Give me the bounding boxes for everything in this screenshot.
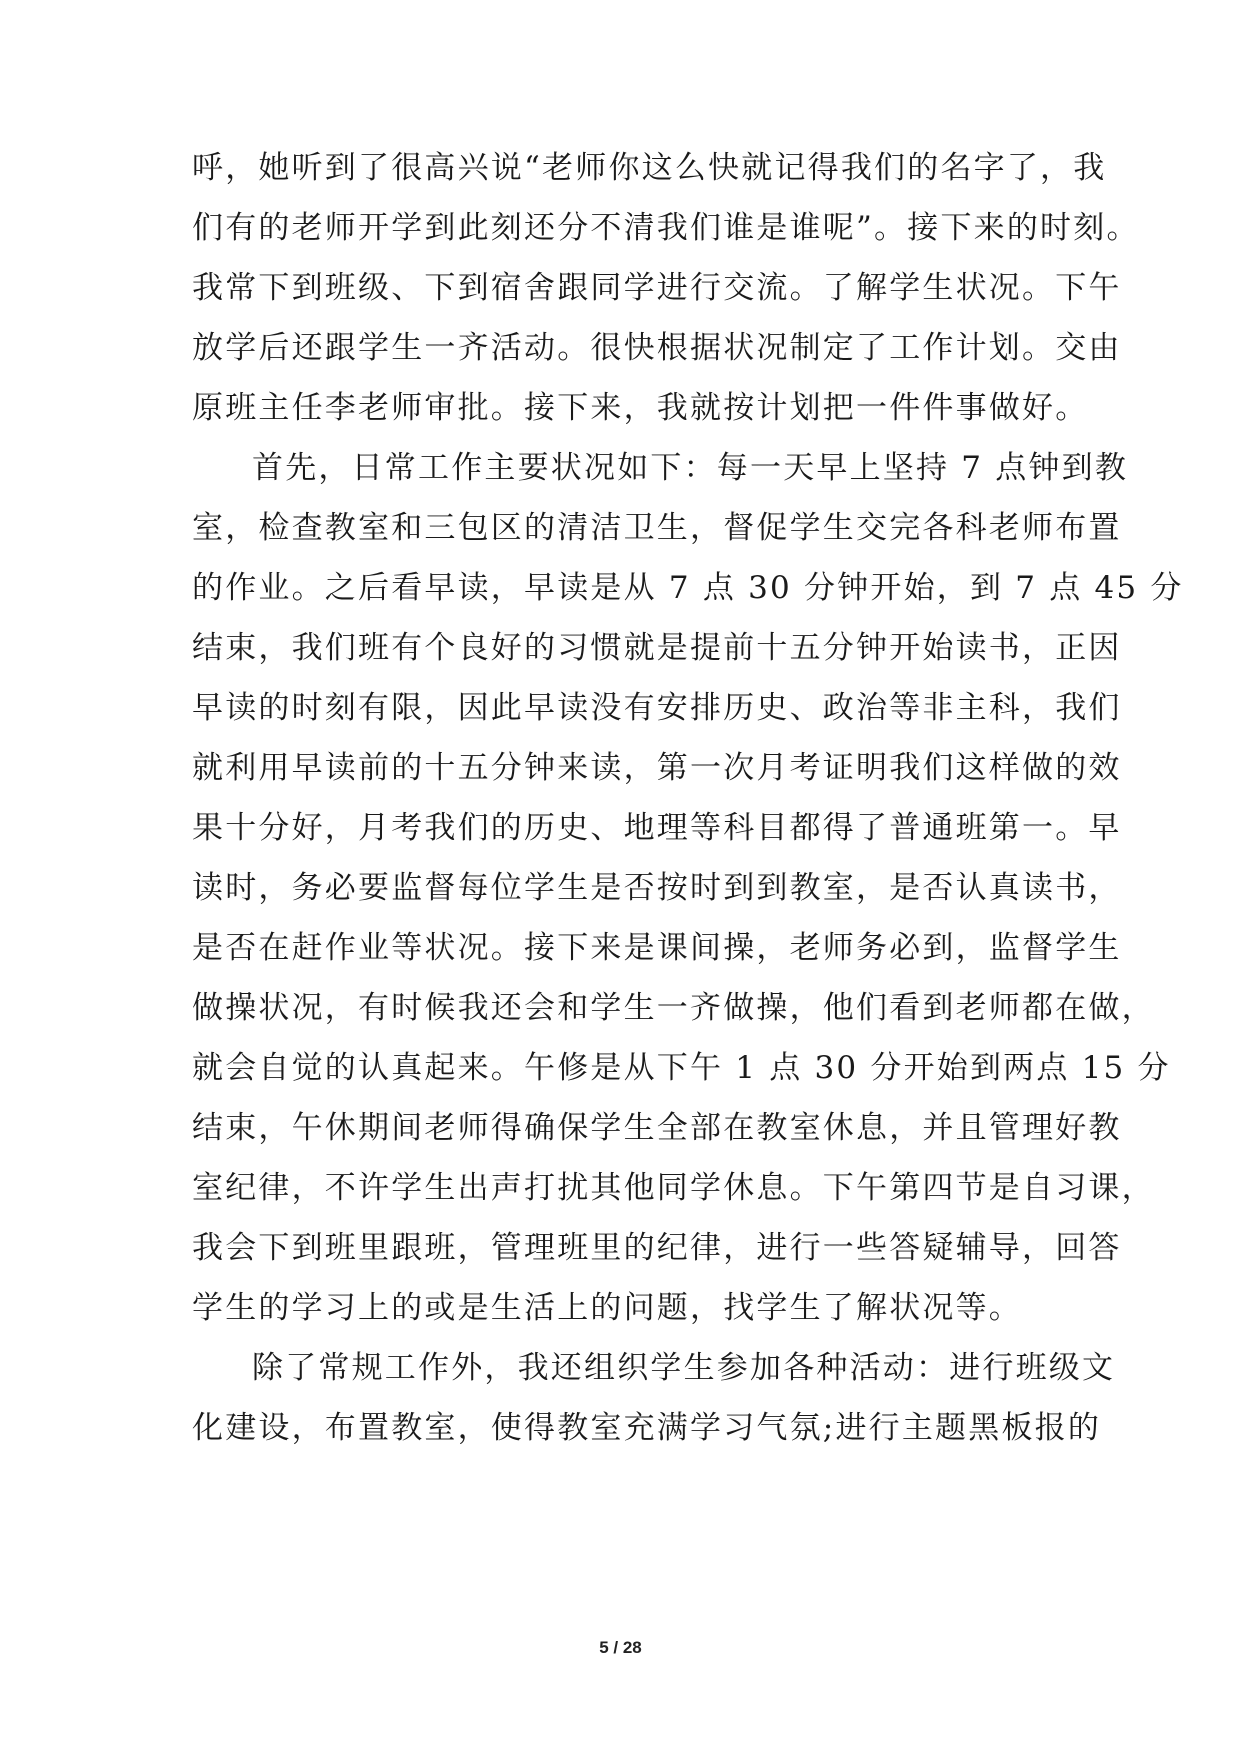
body-line: 就会自觉的认真起来。午修是从下午 1 点 30 分开始到两点 15 分: [192, 1050, 1171, 1086]
body-line: 放学后还跟学生一齐活动。很快根据状况制定了工作计划。交由: [192, 330, 1122, 366]
body-line: 做操状况，有时候我还会和学生一齐做操，他们看到老师都在做，: [192, 990, 1155, 1026]
body-line: 读时，务必要监督每位学生是否按时到到教室，是否认真读书，: [192, 870, 1122, 906]
body-line: 的作业。之后看早读，早读是从 7 点 30 分钟开始，到 7 点 45 分: [192, 570, 1184, 606]
body-line: 是否在赶作业等状况。接下来是课间操，老师务必到，监督学生: [192, 930, 1122, 966]
body-line: 室纪律，不许学生出声打扰其他同学休息。下午第四节是自习课，: [192, 1170, 1155, 1206]
body-line: 果十分好，月考我们的历史、地理等科目都得了普通班第一。早: [192, 810, 1122, 846]
paragraph-first-line: 除了常规工作外，我还组织学生参加各种活动：进行班级文: [252, 1350, 1116, 1386]
paragraph-first-line: 首先，日常工作主要状况如下：每一天早上坚持 7 点钟到教: [252, 450, 1129, 486]
body-line: 室，检查教室和三包区的清洁卫生，督促学生交完各科老师布置: [192, 510, 1122, 546]
body-line: 呼，她听到了很高兴说“老师你这么快就记得我们的名字了，我: [192, 150, 1107, 186]
body-line: 结束，我们班有个良好的习惯就是提前十五分钟开始读书，正因: [192, 630, 1122, 666]
body-line: 学生的学习上的或是生活上的问题，找学生了解状况等。: [192, 1290, 1022, 1326]
body-line: 我常下到班级、下到宿舍跟同学进行交流。了解学生状况。下午: [192, 270, 1122, 306]
body-line: 早读的时刻有限，因此早读没有安排历史、政治等非主科，我们: [192, 690, 1122, 726]
body-line: 原班主任李老师审批。接下来，我就按计划把一件件事做好。: [192, 390, 1089, 426]
body-line: 就利用早读前的十五分钟来读，第一次月考证明我们这样做的效: [192, 750, 1122, 786]
body-line: 结束，午休期间老师得确保学生全部在教室休息，并且管理好教: [192, 1110, 1122, 1146]
body-line: 我会下到班里跟班，管理班里的纪律，进行一些答疑辅导，回答: [192, 1230, 1122, 1266]
body-line: 化建设，布置教室，使得教室充满学习气氛;进行主题黑板报的: [192, 1410, 1102, 1446]
page-number: 5 / 28: [599, 1638, 642, 1657]
body-line: 们有的老师开学到此刻还分不清我们谁是谁呢”。接下来的时刻。: [192, 210, 1140, 246]
